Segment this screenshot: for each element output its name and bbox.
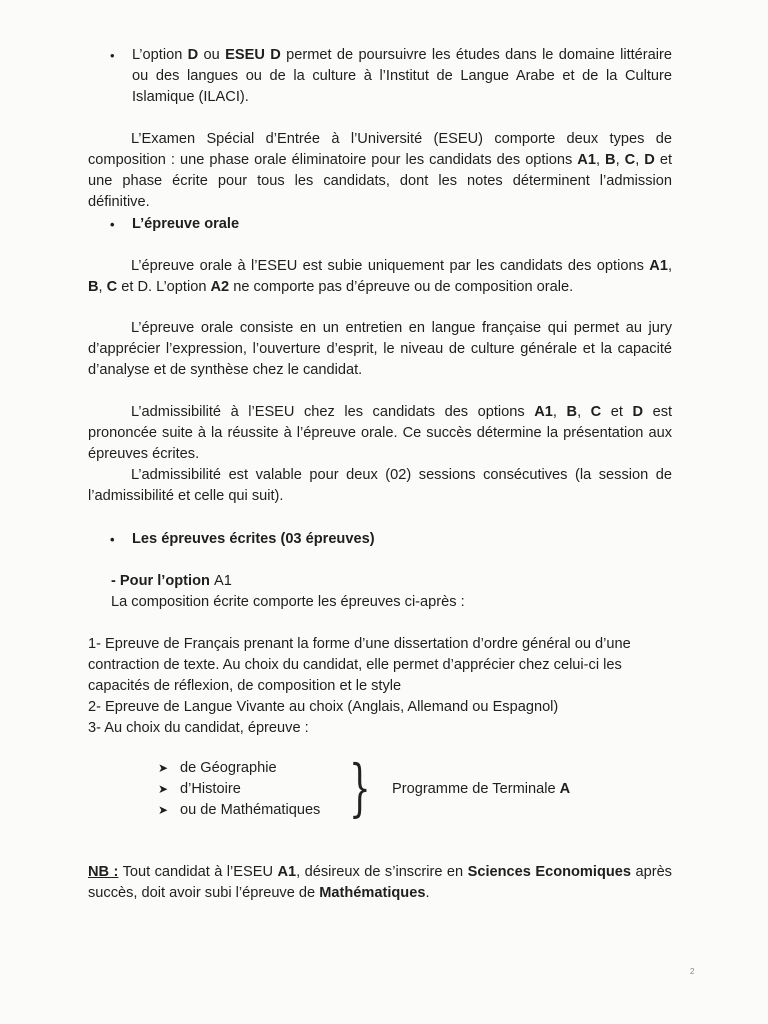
option-d: D bbox=[632, 404, 644, 420]
option-value: A1 bbox=[213, 573, 232, 589]
option-d: D bbox=[644, 152, 655, 168]
heading-written: • Les épreuves écrites (03 épreuves) bbox=[132, 529, 375, 550]
choice-geography bbox=[158, 758, 277, 779]
admiss-text: est prononcée suite à la réussite à l’épreuve orale. Ce succès détermine la présentation aux épreuves écrites. bbox=[88, 404, 673, 462]
programme-grade: A bbox=[559, 781, 571, 797]
nb-label: NB : bbox=[88, 864, 119, 880]
nb-paragraph bbox=[88, 862, 672, 904]
list-item-3: 3- Au choix du candidat, épreuve : bbox=[88, 720, 309, 736]
programme-text: Programme de Terminale bbox=[392, 781, 560, 797]
choice-label: d’Histoire bbox=[180, 781, 241, 797]
exam-text: et une phase écrite pour tous les candidats, dont les notes déterminent l’admission définitive. bbox=[88, 152, 673, 210]
brace-icon: } bbox=[349, 751, 371, 824]
option-a1: A1 bbox=[277, 864, 297, 880]
dash: - bbox=[111, 573, 120, 589]
option-c: C bbox=[106, 279, 118, 295]
option-a1: A1 bbox=[577, 152, 596, 168]
separator: et bbox=[601, 404, 633, 420]
arrow-icon: ➤ bbox=[158, 803, 169, 817]
admissibility-paragraph-1 bbox=[88, 402, 672, 465]
nb-text: , désireux de s’inscrire en bbox=[296, 864, 468, 880]
separator: , bbox=[552, 404, 567, 420]
option-a2: A2 bbox=[210, 279, 230, 295]
nb-text: après succès, doit avoir subi l’épreuve de bbox=[88, 864, 672, 901]
programme-label bbox=[392, 779, 570, 800]
oral-paragraph-1 bbox=[88, 256, 672, 298]
page-number: 2 bbox=[690, 967, 695, 976]
list-item-2: 2- Epreuve de Langue Vivante au choix (Anglais, Allemand ou Espagnol) bbox=[88, 699, 559, 715]
oral-text: ne comporte pas d’épreuve ou de composition orale. bbox=[229, 279, 574, 295]
option-c: C bbox=[590, 404, 602, 420]
intro-text: L’option bbox=[132, 47, 188, 63]
admissibility-paragraph-2: L’admissibilité est valable pour deux (02) sessions consécutives (la session de l’admissibilité et celle qui suit). bbox=[88, 467, 672, 504]
option-a1: A1 bbox=[534, 404, 553, 420]
option-a1: A1 bbox=[649, 258, 668, 274]
option-a1-heading bbox=[111, 571, 232, 592]
separator: , bbox=[635, 152, 645, 168]
arrow-icon: ➤ bbox=[158, 761, 169, 775]
nb-text: Tout candidat à l’ESEU bbox=[118, 864, 278, 880]
arrow-icon: ➤ bbox=[158, 782, 169, 796]
heading-oral: • L’épreuve orale bbox=[132, 214, 239, 235]
choice-label: ou de Mathématiques bbox=[180, 802, 321, 818]
separator: , bbox=[667, 258, 672, 274]
oral-paragraph-2: L’épreuve orale consiste en un entretien en langue française qui permet au jury d’apprécier l’expression, l’ouverture d’esprit, le niveau de culture générale et la capacité d’analyse et de synthèse chez le candidat. bbox=[88, 320, 672, 378]
intro-text: ou bbox=[198, 47, 226, 63]
exam-text: L’Examen Spécial d’Entrée à l’Université (ESEU) comporte deux types de composition : une phase orale éliminatoire pour les candidats des options bbox=[88, 131, 672, 168]
mathematiques: Mathématiques bbox=[319, 885, 426, 901]
oral-text: et D. L’option bbox=[117, 279, 211, 295]
option-b: B bbox=[88, 279, 99, 295]
option-label: Pour l’option bbox=[119, 573, 214, 589]
separator: , bbox=[615, 152, 625, 168]
sciences-economiques: Sciences Economiques bbox=[467, 864, 632, 880]
separator: , bbox=[98, 279, 107, 295]
choice-label: de Géographie bbox=[180, 760, 277, 776]
option-b: B bbox=[605, 152, 616, 168]
list-item-1: 1- Epreuve de Français prenant la forme d’une dissertation d’ordre général ou d’une contraction de texte. Au choix du candidat, elle permet d’apprécier chez celui-ci les capacités de réflexion, de composition et le style bbox=[88, 636, 631, 694]
separator: , bbox=[577, 404, 591, 420]
option-d: D bbox=[187, 47, 199, 63]
oral-text: L’épreuve orale à l’ESEU est subie uniquement par les candidats des options bbox=[131, 258, 650, 274]
exam-paragraph bbox=[88, 129, 672, 213]
intro-bullet-paragraph bbox=[132, 45, 672, 108]
option-c: C bbox=[624, 152, 636, 168]
choice-math bbox=[158, 800, 320, 821]
admiss-text: L’admissibilité à l’ESEU chez les candidats des options bbox=[131, 404, 535, 420]
separator: , bbox=[595, 152, 606, 168]
intro-text: permet de poursuivre les études dans le domaine littéraire ou des langues ou de la culture à l’Institut de Langue Arabe et de la Culture Islamique (ILACI). bbox=[132, 47, 672, 105]
option-b: B bbox=[566, 404, 578, 420]
choice-history bbox=[158, 779, 241, 800]
option-a1-intro: La composition écrite comporte les épreuves ci-après : bbox=[111, 594, 465, 610]
eseu-d: ESEU D bbox=[225, 47, 281, 63]
nb-text: . bbox=[425, 885, 430, 901]
